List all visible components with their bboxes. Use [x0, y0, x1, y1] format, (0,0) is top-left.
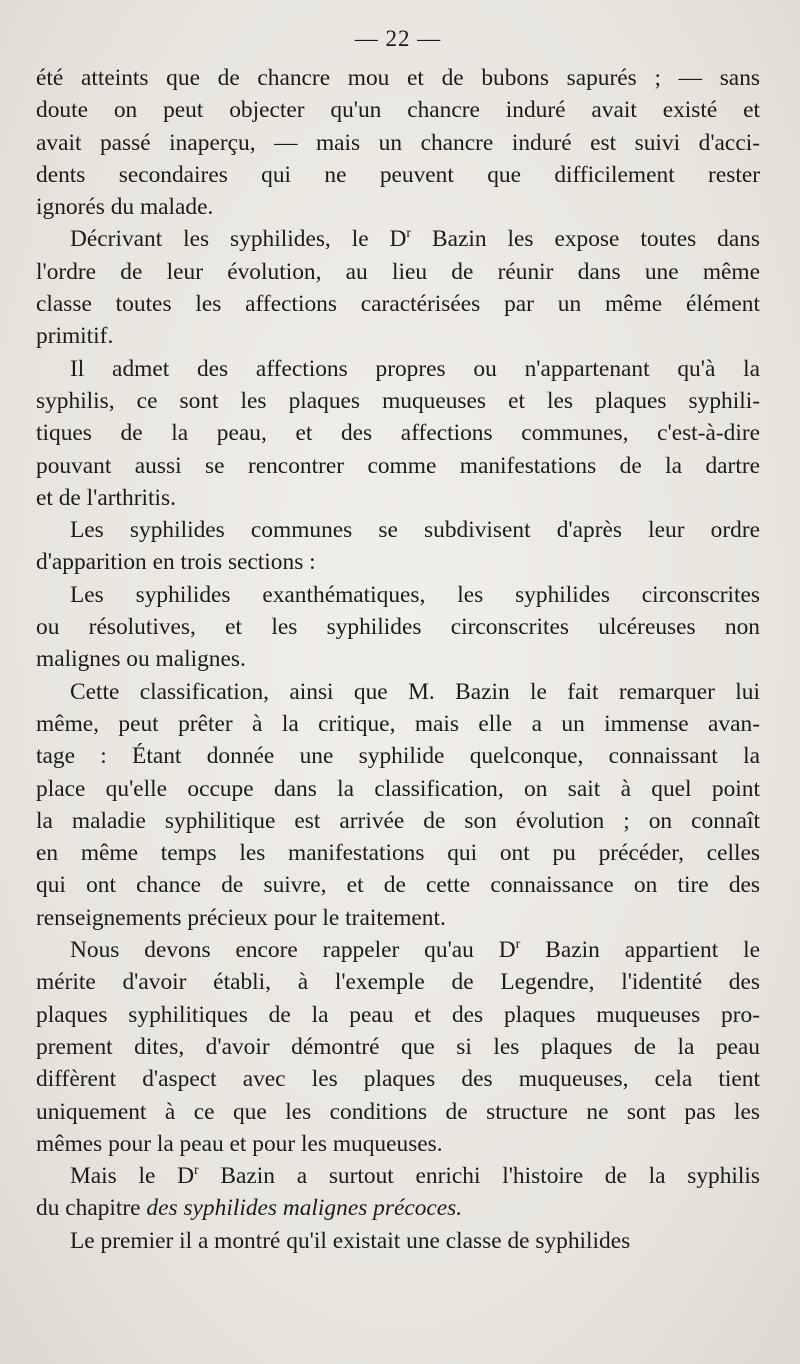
text-line: renseignements précieux pour le traitement.	[36, 904, 446, 931]
paragraph	[36, 1160, 760, 1225]
text-line: l'ordre de leur évolution, au lieu de réunir dans une même	[36, 258, 760, 285]
text-line: uniquement à ce que les conditions de structure ne sont pas les	[36, 1098, 760, 1125]
text-line: tiques de la peau, et des affections communes, c'est-à-dire	[36, 420, 760, 447]
text-line: Cette classification, ainsi que M. Bazin le fait remarquer lui	[70, 678, 760, 705]
text-line: Mais le $D^r$ Bazin a surtout enrichi l'histoire de la syphilis	[70, 1162, 760, 1190]
text-line: avait passé inaperçu, — mais un chancre induré est suivi d'acci-	[36, 129, 760, 156]
paragraph	[36, 353, 760, 514]
text-line: Les syphilides exanthématiques, les syphilides circonscrites	[70, 581, 760, 608]
text-line: classe toutes les affections caractérisées par un même élément	[36, 291, 760, 318]
text-line: ou résolutives, et les syphilides circonscrites ulcéreuses non	[36, 614, 760, 641]
paragraph	[36, 223, 760, 352]
text-line: et de l'arthritis.	[36, 484, 176, 511]
text-line: pouvant aussi se rencontrer comme manifestations de la dartre	[36, 452, 760, 479]
paragraph	[36, 514, 760, 579]
page-number-header: — 22 —	[354, 26, 442, 51]
text-line: prement dites, d'avoir démontré que si les plaques de la peau	[36, 1033, 760, 1060]
text-line: malignes ou malignes.	[36, 646, 246, 673]
text-line: Nous devons encore rappeler qu'au $D^r$ Bazin appartient le	[70, 936, 761, 964]
text-line: plaques syphilitiques de la peau et des plaques muqueuses pro-	[36, 1001, 760, 1028]
text-line: Les syphilides communes se subdivisent d'après leur ordre	[70, 517, 760, 544]
text-line: en même temps les manifestations qui ont pu précéder, celles	[36, 840, 760, 867]
text-line: Il admet des affections propres ou n'appartenant qu'à la	[70, 355, 760, 382]
text-line: Le premier il a montré qu'il existait une classe de syphilides	[70, 1227, 631, 1254]
text-line: du chapitre des syphilides malignes précoces.	[36, 1195, 463, 1222]
text-line: mérite d'avoir établi, à l'exemple de Legendre, l'identité des	[36, 969, 760, 996]
text-line: d'apparition en trois sections :	[36, 549, 316, 576]
text-line: place qu'elle occupe dans la classification, on sait à quel point	[36, 775, 760, 802]
text-line: dents secondaires qui ne peuvent que difficilement rester	[36, 161, 760, 188]
body-text	[36, 62, 760, 1257]
text-line: diffèrent d'aspect avec les plaques des muqueuses, cela tient	[36, 1066, 760, 1093]
text-line: ignorés du malade.	[36, 194, 214, 221]
text-line: primitif.	[36, 323, 114, 350]
text-line: mêmes pour la peau et pour les muqueuses.	[36, 1130, 443, 1157]
text-line: été atteints que de chancre mou et de bubons sapurés ; — sans	[36, 65, 760, 91]
paragraph	[36, 62, 760, 223]
paragraph	[36, 1225, 760, 1257]
text-line: tage : Étant donnée une syphilide quelconque, connaissant la	[36, 743, 760, 770]
paragraph	[36, 579, 760, 676]
text-line: doute on peut objecter qu'un chancre induré avait existé et	[36, 97, 760, 124]
text-line: qui ont chance de suivre, et de cette connaissance on tire des	[36, 872, 760, 899]
text-line: Décrivant les syphilides, le $D^r$ Bazin les expose toutes dans	[70, 225, 761, 253]
text-line: même, peut prêter à la critique, mais elle a un immense avan-	[36, 710, 760, 737]
text-line: la maladie syphilitique est arrivée de son évolution ; on connaît	[36, 807, 760, 834]
paragraph	[36, 676, 760, 934]
text-line: syphilis, ce sont les plaques muqueuses et les plaques syphili-	[36, 387, 760, 414]
paragraph	[36, 934, 760, 1160]
